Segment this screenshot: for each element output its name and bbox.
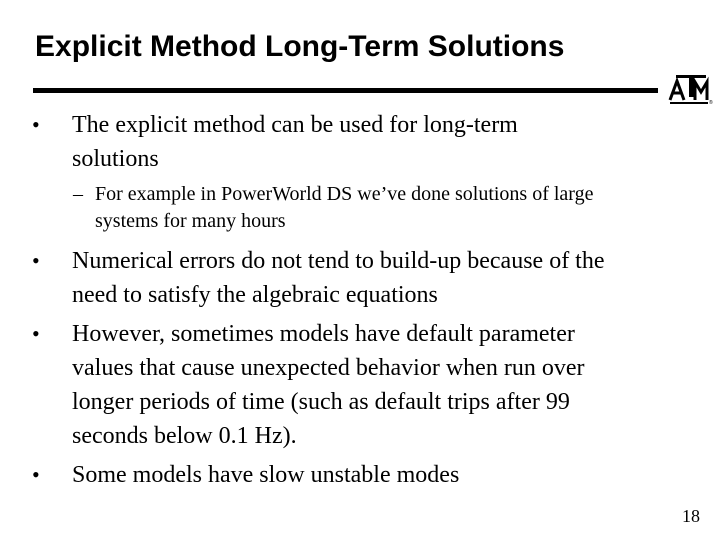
university-logo: [668, 72, 712, 106]
bullet-line: Numerical errors do not tend to build-up because of the: [72, 248, 605, 274]
sub-bullet-item: [73, 181, 705, 235]
bullet-marker: •: [32, 462, 40, 487]
bullet-line: values that cause unexpected behavior when run over: [72, 355, 585, 381]
bullet-item: [32, 458, 702, 492]
bullet-line: Some models have slow unstable modes: [72, 462, 460, 488]
sub-bullet-line: systems for many hours: [95, 210, 286, 232]
slide-title: Explicit Method Long-Term Solutions: [35, 30, 565, 63]
bullet-line: longer periods of time (such as default trips after 99: [72, 389, 570, 415]
page-number: 18: [682, 506, 700, 526]
sub-bullet-marker: –: [73, 183, 83, 205]
sub-bullet-line: For example in PowerWorld DS we’ve done solutions of large: [95, 183, 594, 205]
bullet-line: seconds below 0.1 Hz).: [72, 423, 297, 449]
bullet-item: [32, 317, 702, 453]
bullet-marker: •: [32, 248, 40, 273]
bullet-item: [32, 244, 702, 312]
bullet-item: [32, 108, 702, 176]
bullet-line: The explicit method can be used for long-term: [72, 112, 518, 138]
title-divider: [33, 88, 658, 93]
bullet-marker: •: [32, 321, 40, 346]
bullet-line: However, sometimes models have default parameter: [72, 321, 575, 347]
bullet-marker: •: [32, 112, 40, 137]
bullet-line: solutions: [72, 146, 159, 172]
logo-registered-mark: ®: [709, 100, 713, 106]
bullet-line: need to satisfy the algebraic equations: [72, 282, 438, 308]
